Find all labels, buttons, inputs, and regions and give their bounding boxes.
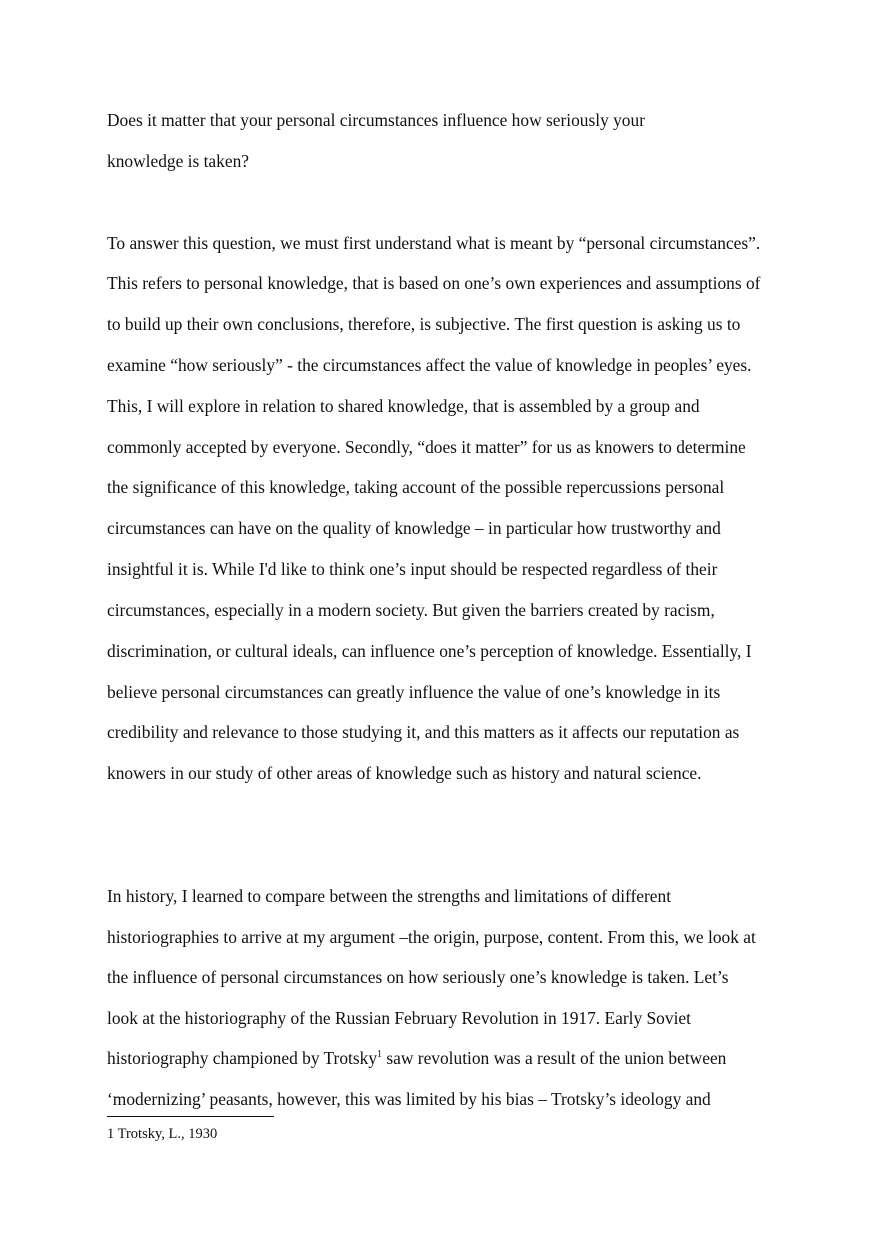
paragraph-1-line: This, I will explore in relation to shared knowledge, that is assembled by a group and — [107, 396, 700, 416]
paragraph-2-line: ‘modernizing’ peasants, however, this was limited by his bias – Trotsky’s ideology and — [107, 1089, 711, 1109]
paragraph-2-line: the influence of personal circumstances on how seriously one’s knowledge is taken. Let’s — [107, 967, 729, 987]
footnote-reference: 1 — [377, 1049, 383, 1060]
paragraph-1-line: credibility and relevance to those studying it, and this matters as it affects our reputation as — [107, 722, 740, 742]
paragraph-2-line: In history, I learned to compare between the strengths and limitations of different — [107, 886, 672, 906]
paragraph-1-line: to build up their own conclusions, therefore, is subjective. The first question is asking us to — [107, 314, 741, 334]
paragraph-1-line: examine “how seriously” - the circumstances affect the value of knowledge in peoples’ eyes. — [107, 355, 752, 375]
paragraph-1-line: discrimination, or cultural ideals, can influence one’s perception of knowledge. Essentially, I — [107, 641, 752, 661]
paragraph-2-text-after-ref: saw revolution was a result of the union between — [382, 1048, 727, 1068]
paragraph-1-line: circumstances, especially in a modern society. But given the barriers created by racism, — [107, 600, 715, 620]
footnote-text: Trotsky, L., 1930 — [117, 1126, 218, 1142]
paragraph-2-line: look at the historiography of the Russian February Revolution in 1917. Early Soviet — [107, 1008, 691, 1028]
footnote-number: 1 — [107, 1126, 115, 1142]
paragraph-1-line: knowers in our study of other areas of knowledge such as history and natural science. — [107, 763, 702, 783]
paragraph-1-line: circumstances can have on the quality of knowledge – in particular how trustworthy and — [107, 518, 721, 538]
paragraph-2-line-with-footnote-ref — [107, 1047, 726, 1069]
paragraph-1-line: insightful it is. While I'd like to think one’s input should be respected regardless of their — [107, 559, 718, 579]
question-line-2: knowledge is taken? — [107, 151, 249, 171]
paragraph-1-line: This refers to personal knowledge, that is based on one’s own experiences and assumptions of — [107, 273, 761, 293]
paragraph-2-line: historiographies to arrive at my argument –the origin, purpose, content. From this, we look at — [107, 927, 756, 947]
question-line-1: Does it matter that your personal circumstances influence how seriously your — [107, 110, 645, 130]
paragraph-1-line: commonly accepted by everyone. Secondly, “does it matter” for us as knowers to determine — [107, 437, 746, 457]
footnote-separator — [107, 1116, 274, 1117]
paragraph-2-text-before-ref: historiography championed by Trotsky — [107, 1048, 378, 1068]
paragraph-1-line: the significance of this knowledge, taking account of the possible repercussions personal — [107, 477, 725, 497]
paragraph-1-line: believe personal circumstances can greatly influence the value of one’s knowledge in its — [107, 682, 721, 702]
footnote — [107, 1124, 217, 1144]
paragraph-1-line: To answer this question, we must first understand what is meant by “personal circumstances”. — [107, 233, 761, 253]
